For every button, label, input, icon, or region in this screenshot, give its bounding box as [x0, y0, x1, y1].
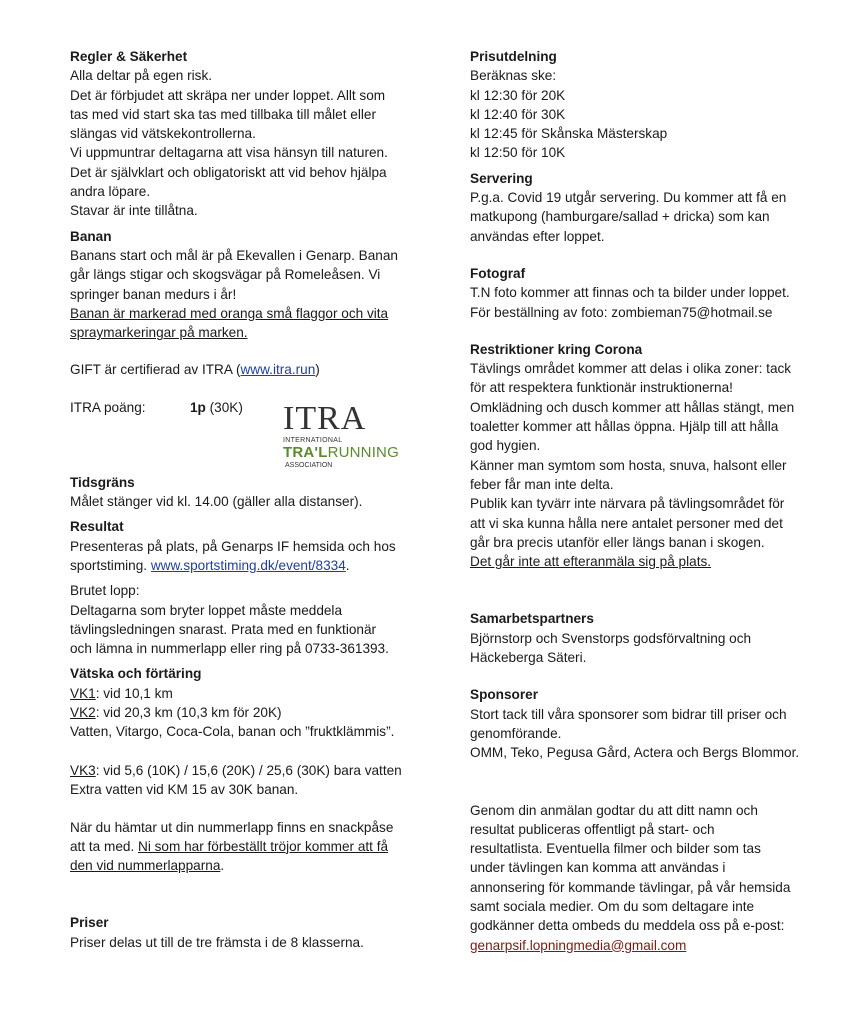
brutet-line: och lämna in nummerlapp eller ring på 0733-361393. [70, 641, 389, 657]
regler-heading: Regler & Säkerhet [70, 49, 188, 64]
sportstiming-link[interactable]: www.sportstiming.dk/event/8334 [150, 557, 346, 573]
samarbete-line: Häckeberga Säteri. [470, 650, 587, 666]
sponsorer-line: Stort tack till våra sponsorer som bidrar till priser och [470, 706, 787, 722]
vatska-heading: Vätska och förtäring [70, 666, 202, 682]
brutet-line: tävlingsledningen snarast. Prata med en funktionär [70, 621, 377, 637]
banan-line: Banans start och mål är på Ekevallen i Genarp. Banan [70, 247, 398, 263]
right-column [470, 47, 842, 955]
regler-line: slängas vid vätskekontrollerna. [70, 126, 256, 142]
snack-line [70, 837, 450, 856]
banan-heading: Banan [70, 228, 112, 244]
fotograf-line: För beställning av foto: zombieman75@hotmail.se [470, 304, 773, 320]
vk3-text: : vid 5,6 (10K) / 15,6 (20K) / 25,6 (30K) bara vatten [95, 762, 402, 778]
gdpr-line: resultatlista. Eventuella filmer och bilder som tas [470, 841, 761, 857]
section-sponsorer [470, 685, 842, 762]
itra-logo-mark: ITRA [283, 399, 367, 437]
itra-link[interactable]: www.itra.run [240, 362, 316, 378]
regler-line: tas med vid start ska tas med tillbaka till målet eller [70, 106, 376, 122]
regler-line: andra löpare. [70, 184, 151, 200]
itra-points-number: 1p [190, 399, 206, 415]
vatska-blank [70, 742, 450, 761]
banan-marking-note: Banan är markerad med oranga små flaggor och vita [70, 305, 389, 321]
left-column [70, 47, 450, 952]
section-prisutdelning [470, 47, 842, 163]
prisutdelning-line: kl 12:30 för 20K [470, 87, 566, 103]
tidsgrans-heading: Tidsgräns [70, 474, 135, 490]
vatska-line: Vatten, Vitargo, Coca-Cola, banan och ”fruktklämmis”. [70, 724, 395, 740]
itra-points-distance: (30K) [205, 399, 243, 415]
servering-line: matkupong (hamburgare/sallad + dricka) som kan [470, 209, 770, 225]
corona-line: Publik kan tyvärr inte närvara på tävlingsområdet för [470, 496, 785, 512]
section-samarbetspartners [470, 609, 842, 667]
itra-certification [70, 360, 450, 379]
itra-points-label: ITRA poäng: [70, 399, 146, 415]
prisutdelning-heading: Prisutdelning [470, 49, 557, 64]
gdpr-line: under tävlingen kan komma att användas i [470, 860, 726, 876]
vk2-line [70, 703, 450, 722]
itra-logo-line3: ASSOCIATION [285, 461, 333, 469]
itra-points-row [70, 398, 450, 473]
section-gdpr [470, 801, 842, 955]
gdpr-line: annonsering för kommande tävlingar, på vår hemsida [470, 879, 791, 895]
corona-line: för att respektera funktionär instruktionerna! [470, 380, 733, 396]
fotograf-line: T.N foto kommer att finnas och ta bilder under loppet. [470, 285, 790, 301]
samarbete-heading: Samarbetspartners [470, 611, 594, 627]
sponsorer-heading: Sponsorer [470, 687, 538, 703]
prisutdelning-line: kl 12:50 för 10K [470, 145, 566, 161]
vk1-text: : vid 10,1 km [95, 685, 173, 701]
gdpr-email-link[interactable]: genarpsif.lopningmedia@gmail.com [470, 937, 687, 953]
priser-text: Priser delas ut till de tre främsta i de 8 klasserna. [70, 934, 364, 950]
gdpr-line: samt sociala medier. Om du som deltagare inte [470, 898, 755, 914]
vatska-line: Extra vatten vid KM 15 av 30K banan. [70, 782, 299, 798]
itra-logo-trail: TRA'L [283, 443, 328, 461]
prisutdelning-line: Beräknas ske: [470, 68, 557, 84]
banan-line: springer banan medurs i år! [70, 286, 237, 302]
brutet-heading: Brutet lopp: [70, 583, 140, 599]
snack-line: När du hämtar ut din nummerlapp finns en snackpåse [70, 819, 394, 835]
late-registration-note: Det går inte att efteranmäla sig på plats. [470, 554, 712, 570]
section-brutet-lopp [70, 581, 450, 658]
snack-shirt-note: Ni som har förbeställt tröjor kommer att få [138, 838, 389, 854]
corona-line: toaletter kommer att hållas öppna. Hjälp till att hålla [470, 419, 779, 435]
priser-heading: Priser [70, 915, 109, 931]
itra-logo [283, 399, 403, 470]
vk3-label: VK3 [70, 762, 96, 778]
sponsorer-line: OMM, Teko, Pegusa Gård, Actera och Bergs Blommor. [470, 745, 800, 761]
gdpr-line: godkänner detta ombeds du meddela oss på e-post: [470, 918, 785, 934]
prisutdelning-line: kl 12:40 för 30K [470, 106, 566, 122]
itra-points-value [190, 398, 243, 417]
section-fotograf [470, 264, 842, 322]
fotograf-heading: Fotograf [470, 265, 526, 281]
vk2-text: : vid 20,3 km (10,3 km för 20K) [95, 705, 282, 721]
regler-line: Det är självklart och obligatoriskt att vid behov hjälpa [70, 164, 387, 180]
section-regler [70, 47, 450, 221]
corona-line: att vi ska kunna hålla nere antalet personer med det [470, 515, 783, 531]
vk1-label: VK1 [70, 685, 96, 701]
snack-line [70, 856, 450, 875]
resultat-suffix: . [345, 557, 350, 573]
regler-line: Det är förbjudet att skräpa ner under loppet. Allt som [70, 87, 386, 103]
sponsorer-line: genomförande. [470, 725, 562, 741]
resultat-line: Presenteras på plats, på Genarps IF hemsida och hos [70, 538, 396, 554]
gdpr-line: Genom din anmälan godtar du att ditt namn och [470, 802, 758, 818]
servering-line: användas efter loppet. [470, 228, 605, 244]
section-resultat [70, 517, 450, 575]
vk3-line [70, 761, 450, 780]
regler-line: Vi uppmuntrar deltagarna att visa hänsyn till naturen. [70, 145, 388, 161]
corona-line: feber får man inte delta. [470, 476, 614, 492]
snack-suffix: . [220, 858, 225, 874]
brutet-line: Deltagarna som bryter loppet måste meddela [70, 602, 343, 618]
corona-heading: Restriktioner kring Corona [470, 341, 643, 357]
regler-line: Alla deltar på egen risk. [70, 68, 213, 84]
itra-logo-line2 [283, 445, 403, 461]
vk2-label: VK2 [70, 705, 96, 721]
prisutdelning-line: kl 12:45 för Skånska Mästerskap [470, 126, 668, 142]
itra-cert-suffix: ) [315, 362, 320, 378]
snack-prefix: att ta med. [70, 838, 139, 854]
regler-line: Stavar är inte tillåtna. [70, 203, 198, 219]
banan-marking-note: spraymarkeringar på marken. [70, 325, 248, 341]
section-snackpase [70, 818, 450, 876]
itra-logo-running: RUNNING [327, 443, 399, 461]
corona-line: god hygien. [470, 438, 541, 454]
gdpr-email-line [470, 936, 842, 955]
samarbete-line: Björnstorp och Svenstorps godsförvaltning och [470, 630, 752, 646]
itra-cert-text: GIFT är certifierad av ITRA ( [70, 362, 241, 378]
resultat-heading: Resultat [70, 519, 124, 535]
itra-logo-line1: INTERNATIONAL [283, 436, 343, 444]
section-banan [70, 227, 450, 343]
section-priser [70, 913, 450, 952]
snack-shirt-note: den vid nummerlapparna [70, 858, 221, 874]
servering-line: P.g.a. Covid 19 utgår servering. Du kommer att få en [470, 190, 787, 206]
vk1-line [70, 684, 450, 703]
corona-line: Omklädning och dusch kommer att hållas stängt, men [470, 399, 795, 415]
corona-line: Tävlings området kommer att delas i olika zoner: tack [470, 361, 792, 377]
banan-line: går längs stigar och skogsvägar på Romeleåsen. Vi [70, 267, 381, 283]
gdpr-line: resultat publiceras offentligt på start- och [470, 821, 715, 837]
resultat-line [70, 556, 450, 575]
tidsgrans-text: Målet stänger vid kl. 14.00 (gäller alla distanser). [70, 494, 363, 510]
resultat-prefix: sportstiming. [70, 557, 151, 573]
section-vatska [70, 664, 450, 799]
section-tidsgrans [70, 473, 450, 512]
corona-line: Känner man symtom som hosta, snuva, halsont eller [470, 457, 787, 473]
section-corona [470, 340, 842, 572]
servering-heading: Servering [470, 170, 533, 186]
corona-line: går bra precis utanför eller längs banan i skogen. [470, 534, 765, 550]
section-servering [470, 169, 842, 246]
